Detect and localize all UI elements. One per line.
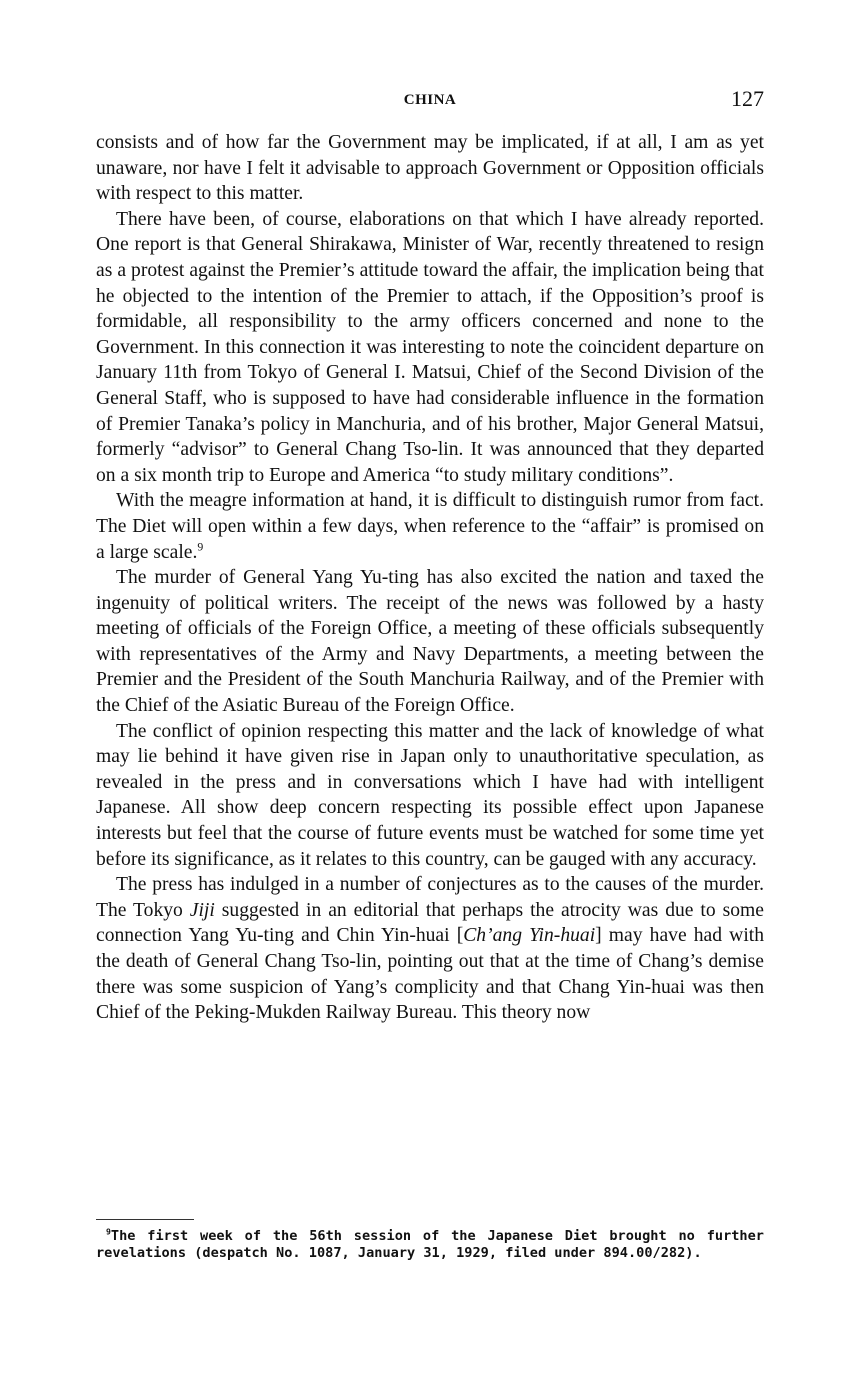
paragraph-text: consists and of how far the Government may be implicated, if at all, I am as yet unaware, nor have I felt it advisable to approach Government or Opposition officials with respect to this matter. [96,132,764,205]
page-header [96,86,764,116]
paragraph [96,130,764,207]
footnote-marker: 9 [106,1226,111,1237]
paragraph [96,719,764,873]
footnote [96,1228,764,1262]
paragraph-text: ] may have had with the death of General Chang Tso-lin, pointing out that at the time of Chang’s demise there was some suspicion of Yang’s complicity and that Chang Yin-huai was then Chief of the Peking-Mukden Railway Bureau. This theory now [96,925,765,1024]
footnote-text: The first week of the 56th session of the Japanese Diet brought no further revelations (despatch No. 1087, January 31, 1929, filed under 894.00/282). [96,1228,764,1261]
body-text [96,130,764,1026]
running-head: CHINA [403,92,457,108]
paragraph-text: The conflict of opinion respecting this matter and the lack of knowledge of what may lie behind it have given rise in Japan only to unauthoritative speculation, as revealed in the press and in conversations which I have had with intelligent Japanese. All show deep concern respecting its possible effect upon Japanese interests but feel that the course of future events must be watched for some time yet before its significance, as it relates to this country, can be gauged with any accuracy. [96,720,764,870]
paragraph-text: suggested in an editorial that perhaps the atrocity was due to some connection Yang Yu-ting and Chin Yin-huai [ [96,899,764,947]
paragraph-text: The press has indulged in a number of conjectures as to the causes of the murder. The Tokyo [96,874,764,921]
romanized-name: Ch’ang Yin-huai [463,925,596,947]
paragraph [96,872,764,1026]
paragraph [96,565,764,719]
newspaper-title: Jiji [189,899,215,921]
paragraph-text: The murder of General Yang Yu-ting has also excited the nation and taxed the ingenuity of political writers. The receipt of the news was followed by a hasty meeting of officials of the Foreign Office, a meeting of these officials subsequently with representatives of the Army and Navy Departments, a meeting between the Premier and the President of the South Manchuria Railway, and of the Premier with the Chief of the Asiatic Bureau of the Foreign Office. [96,567,764,717]
footnote-reference: 9 [197,539,204,553]
footnote-divider [96,1219,194,1220]
page-number: 127 [731,86,764,111]
paragraph-text: There have been, of course, elaborations on that which I have already reported. One report is that General Shirakawa, Minister of War, recently threatened to resign as a protest against the Premier’s attitude toward the affair, the implication being that he objected to the intention of the Premier to attach, if the Opposition’s proof is formidable, all responsibility to the army officers concerned and none to the Government. In this connection it was interesting to note the coincident departure on January 11th from Tokyo of General I. Matsui, Chief of the Second Division of the General Staff, who is supposed to have had considerable influence in the formation of Premier Tanaka’s policy in Manchuria, and of his brother, Major General Matsui, formerly “advisor” to General Chang Tso-lin. It was announced that they departed on a six month trip to Europe and America “to study military conditions”. [96,208,764,486]
paragraph [96,207,764,489]
paragraph [96,488,764,565]
paragraph-text: With the meagre information at hand, it is difficult to distinguish rumor from fact. The Diet will open within a few days, when reference to the “affair” is promised on a large scale. [96,490,764,563]
